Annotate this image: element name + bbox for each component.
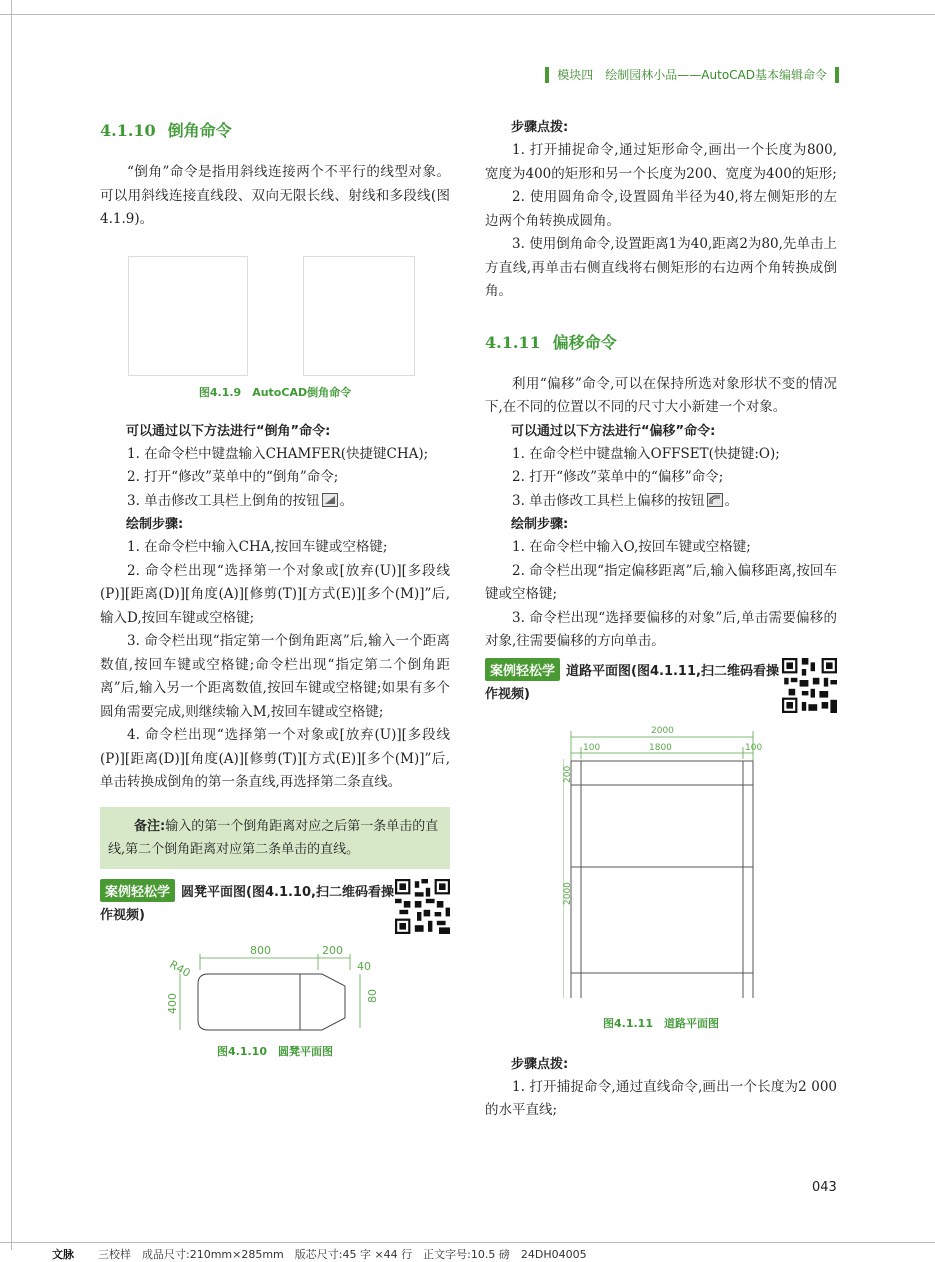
figure-4-1-9 bbox=[100, 242, 450, 372]
left-column bbox=[100, 110, 450, 1059]
figure-caption: 图4.1.11 道路平面图 bbox=[603, 1016, 719, 1030]
step-item: 3. 命令栏出现“选择要偏移的对象”后,单击需要偏移的对象,往需要偏移的方向单击。 bbox=[485, 609, 837, 649]
section-number: 4.1.10 bbox=[100, 121, 156, 140]
step-item: 4. 命令栏出现“选择第一个对象或[放弃(U)][多段线(P)][距离(D)][角度(A)][修剪(T)][方式(E)][多个(M)]”后,单击转换成倒角的第一条直线,再选择第二条直线。 bbox=[100, 727, 450, 790]
dim-label: 2000 bbox=[651, 725, 674, 736]
step-item: 2. 命令栏出现“指定偏移距离”后,输入偏移距离,按回车键或空格键; bbox=[485, 562, 837, 602]
dimension-lines bbox=[563, 731, 753, 998]
tip-item: 2. 使用圆角命令,设置圆角半径为40,将左侧矩形的左边两个角转换成圆角。 bbox=[485, 189, 837, 229]
method-item: 1. 在命令栏中键盘输入OFFSET(快捷键:O); bbox=[512, 445, 780, 462]
header-bar-right bbox=[835, 67, 839, 83]
crop-line-top bbox=[0, 14, 935, 15]
running-header bbox=[537, 66, 847, 83]
tip-item: 1. 打开捕捉命令,通过矩形命令,画出一个长度为800,宽度为400的矩形和另一个长度为200、宽度为400的矩形; bbox=[485, 142, 837, 182]
dim-label: 100 bbox=[583, 742, 601, 753]
chamfer-button-icon bbox=[322, 493, 338, 507]
method-item-text: 3. 单击修改工具栏上偏移的按钮 bbox=[512, 492, 705, 509]
chamfer-after-rect bbox=[303, 256, 415, 376]
methods-title: 可以通过以下方法进行“倒角”命令: bbox=[126, 423, 331, 439]
section-heading-4-1-10 bbox=[100, 118, 450, 141]
step-item: 1. 在命令栏中输入O,按回车键或空格键; bbox=[512, 539, 751, 555]
figure-caption: 图4.1.9 AutoCAD倒角命令 bbox=[198, 385, 352, 399]
steps-title: 绘制步骤: bbox=[511, 517, 569, 532]
crop-line-left bbox=[11, 0, 12, 1250]
method-item-end: 。 bbox=[339, 492, 354, 509]
section-title: 倒角命令 bbox=[167, 121, 232, 140]
methods-title: 可以通过以下方法进行“偏移”命令: bbox=[511, 423, 716, 439]
dim-label: 2000 bbox=[563, 881, 573, 905]
stool-outline bbox=[198, 974, 345, 1030]
page-number: 043 bbox=[812, 1180, 837, 1195]
dim-label: R40 bbox=[167, 957, 193, 980]
method-item: 2. 打开“修改”菜单中的“倒角”命令; bbox=[127, 469, 339, 485]
offset-intro: 利用“偏移”命令,可以在保持所选对象形状不变的情况下,在不同的位置以不同的尺寸大小新建一个对象。 bbox=[485, 375, 837, 415]
road-plan-drawing bbox=[563, 723, 763, 1003]
crop-line-bottom bbox=[0, 1242, 935, 1243]
note-label: 备注: bbox=[134, 818, 166, 834]
method-item: 1. 在命令栏中键盘输入CHAMFER(快捷键CHA); bbox=[127, 445, 429, 462]
qr-code-icon[interactable] bbox=[782, 658, 837, 713]
step-item: 3. 命令栏出现“指定第一个倒角距离”后,输入一个距离数值,按回车键或空格键;命令栏出现“指定第二个倒角距离”后,输入另一个距离数值,按回车键或空格键;如果有多个圆角需要完成,则继续输入M,按回车键或空格键; bbox=[100, 633, 450, 720]
dim-label: 400 bbox=[166, 992, 179, 1014]
figure-caption: 图4.1.10 圆凳平面图 bbox=[217, 1044, 333, 1058]
case-text bbox=[485, 658, 782, 706]
dim-label: 1800 bbox=[649, 742, 672, 753]
header-text: 模块四 绘制园林小品——AutoCAD基本编辑命令 bbox=[557, 68, 827, 82]
case-title: 道路平面图(图4.1.11,扫二维码看操作视频) bbox=[485, 663, 779, 702]
note-text: 输入的第一个倒角距离对应之后第一条单击的直线,第二个倒角距离对应第二条单击的直线。 bbox=[108, 818, 439, 857]
step-item: 2. 命令栏出现“选择第一个对象或[放弃(U)][多段线(P)][距离(D)][角度(A)][修剪(T)][方式(E)][多个(M)]”后,输入D,按回车键或空格键; bbox=[100, 562, 450, 626]
footer-brand: 文脉 bbox=[52, 1248, 74, 1261]
method-item: 2. 打开“修改”菜单中的“偏移”命令; bbox=[512, 469, 724, 485]
chamfer-intro: “倒角”命令是指用斜线连接两个不平行的线型对象。可以用斜线连接直线段、双向无限长线、射线和多段线(图4.1.9)。 bbox=[100, 164, 450, 227]
header-bar-left bbox=[545, 67, 549, 83]
chamfer-before-rect bbox=[128, 256, 248, 376]
dim-label: 200 bbox=[322, 943, 343, 957]
right-column bbox=[485, 110, 837, 1123]
step-item: 1. 在命令栏中输入CHA,按回车键或空格键; bbox=[127, 539, 388, 555]
tips-title: 步骤点拨: bbox=[511, 120, 569, 135]
case-title: 圆凳平面图(图4.1.10,扫二维码看操作视频) bbox=[100, 884, 394, 923]
footer-info: 三校样 成品尺寸:210mm×285mm 版芯尺寸:45 字 ×44 行 正文字号:10.5 磅 24DH04005 bbox=[98, 1248, 587, 1261]
steps-title: 绘制步骤: bbox=[126, 517, 184, 532]
dim-label: 80 bbox=[366, 988, 379, 1003]
case-study-road bbox=[485, 658, 837, 713]
dim-label: 40 bbox=[357, 959, 371, 973]
case-text bbox=[100, 879, 395, 927]
section-number: 4.1.11 bbox=[485, 332, 541, 352]
qr-code-icon[interactable] bbox=[395, 879, 450, 934]
dim-label: 100 bbox=[745, 742, 763, 753]
section-heading-4-1-11 bbox=[485, 330, 837, 353]
dim-label: 200 bbox=[563, 765, 573, 783]
tips-title: 步骤点拨: bbox=[511, 1056, 569, 1072]
offset-button-icon bbox=[707, 493, 723, 507]
dimension-lines bbox=[180, 954, 360, 1030]
method-item bbox=[485, 490, 837, 514]
dim-label: 800 bbox=[250, 943, 271, 957]
case-tag: 案例轻松学 bbox=[485, 658, 560, 681]
method-item bbox=[100, 490, 450, 514]
tip-item: 1. 打开捕捉命令,通过直线命令,画出一个长度为2 000的水平直线; bbox=[485, 1078, 837, 1118]
road-lines bbox=[571, 761, 753, 998]
tip-item: 3. 使用倒角命令,设置距离1为40,距离2为80,先单击上方直线,再单击右侧直线将右侧矩形的右边两个角转换成倒角。 bbox=[485, 236, 837, 299]
method-item-end: 。 bbox=[724, 492, 739, 509]
stool-plan-drawing bbox=[150, 940, 390, 1035]
method-item-text: 3. 单击修改工具栏上倒角的按钮 bbox=[127, 492, 320, 509]
note-box bbox=[100, 807, 450, 869]
case-study-stool bbox=[100, 879, 450, 934]
case-tag: 案例轻松学 bbox=[100, 879, 175, 902]
section-title: 偏移命令 bbox=[552, 332, 617, 352]
